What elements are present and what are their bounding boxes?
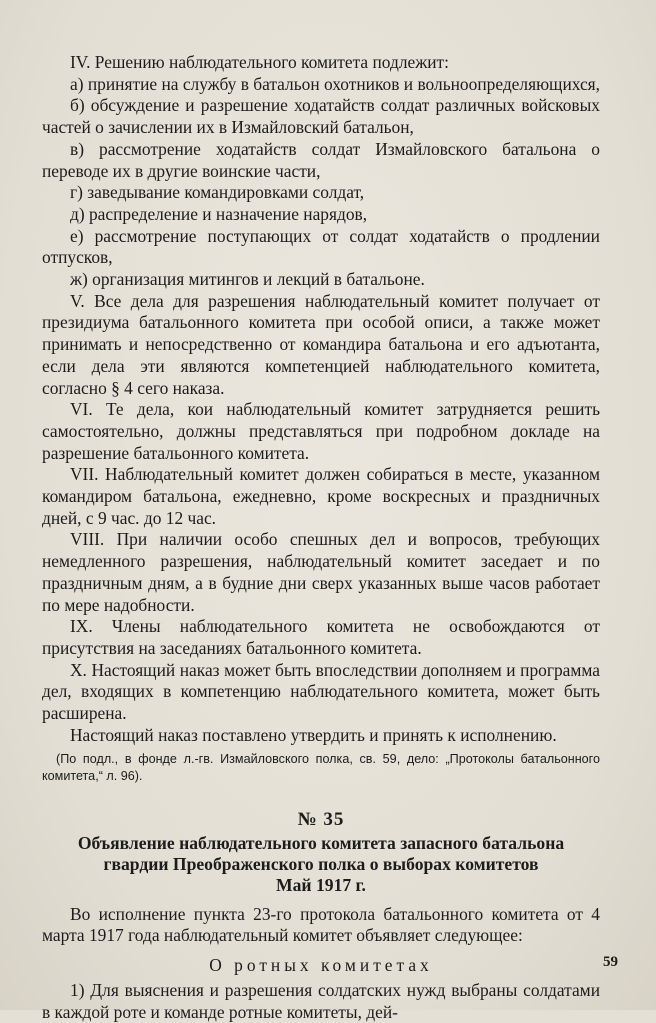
paragraph-vi: VI. Те дела, кои наблюдательный комитет затрудняется решить самостоятельно, должны представляться при подробном докладе на разрешение батальонного комитета.: [42, 399, 600, 463]
paragraph-ix: IX. Члены наблюдательного комитета не освобождаются от присутствия на заседаниях батальонного комитета.: [42, 616, 600, 658]
document-intro: Во исполнение пункта 23-го протокола батальонного комитета от 4 марта 1917 года наблюдательный комитет объявляет следующее:: [42, 903, 600, 946]
paragraph-iv-g: г) заведывание командировками солдат,: [70, 182, 365, 203]
text-column: [42, 52, 600, 1023]
paragraph-iv-zh: ж) организация митингов и лекций в батальоне.: [70, 269, 425, 290]
paragraph-iv-d: д) распределение и назначение нарядов,: [70, 203, 368, 224]
page-number: 59: [603, 954, 618, 970]
section-heading: О ротных комитетах: [209, 954, 433, 975]
paragraph-closing: Настоящий наказ поставлено утвердить и принять к исполнению.: [70, 724, 557, 745]
paragraph-viii: VIII. При наличии особо спешных дел и вопросов, требующих немедленного разрешения, наблюдательный комитет заседает и по праздничным дням, а в будние дни сверх указанных выше часов работает по мере надобности.: [42, 529, 600, 615]
paragraph-iv-v: в) рассмотрение ходатайств солдат Измайловского батальона о переводе их в другие воинские части,: [42, 138, 600, 181]
paragraph-iv: IV. Решению наблюдательного комитета подлежит:: [70, 52, 449, 72]
document-item-1: 1) Для выяснения и разрешения солдатских нужд выбраны солдатами в каждой роте и команде ротные комитеты, дей-: [42, 979, 600, 1022]
document-number: № 35: [297, 808, 345, 830]
document-date: Май 1917 г.: [276, 874, 366, 895]
paragraph-v: V. Все дела для разрешения наблюдательный комитет получает от президиума батальонного комитета при особой описи, а также может принимать и непосредственно от командира батальона и его адъютанта, если дела эти являются компетенцией наблюдательного комитета, согласно § 4 сего наказа.: [42, 290, 600, 398]
paragraph-iv-e: е) рассмотрение поступающих от солдат ходатайств о продлении отпусков,: [42, 225, 600, 268]
paragraph-iv-a: а) принятие на службу в батальон охотников и вольноопределяющихся,: [70, 73, 601, 94]
document-title-line-2: гвардии Преображенского полка о выборах комитетов: [103, 853, 539, 874]
paragraph-vii: VII. Наблюдательный комитет должен собираться в месте, указанном командиром батальона, ежедневно, кроме воскресных и праздничных дней, с 9 час. до 12 час.: [42, 464, 600, 528]
nakaz-paragraphs: [42, 52, 600, 747]
source-note: (По подл., в фонде л.-гв. Измайловского полка, св. 59, дело: „Протоколы батальонного комитета,“ л. 96).: [42, 751, 600, 783]
document-title-line-1: Объявление наблюдательного комитета запасного батальона: [77, 832, 565, 853]
paragraph-iv-b: б) обсуждение и разрешение ходатайств солдат различных войсковых частей о зачислении их в Измайловский батальон,: [42, 95, 600, 138]
paragraph-x: X. Настоящий наказ может быть впоследствии дополняем и программа дел, входящих в компетенцию наблюдательного комитета, может быть расширена.: [42, 659, 600, 724]
